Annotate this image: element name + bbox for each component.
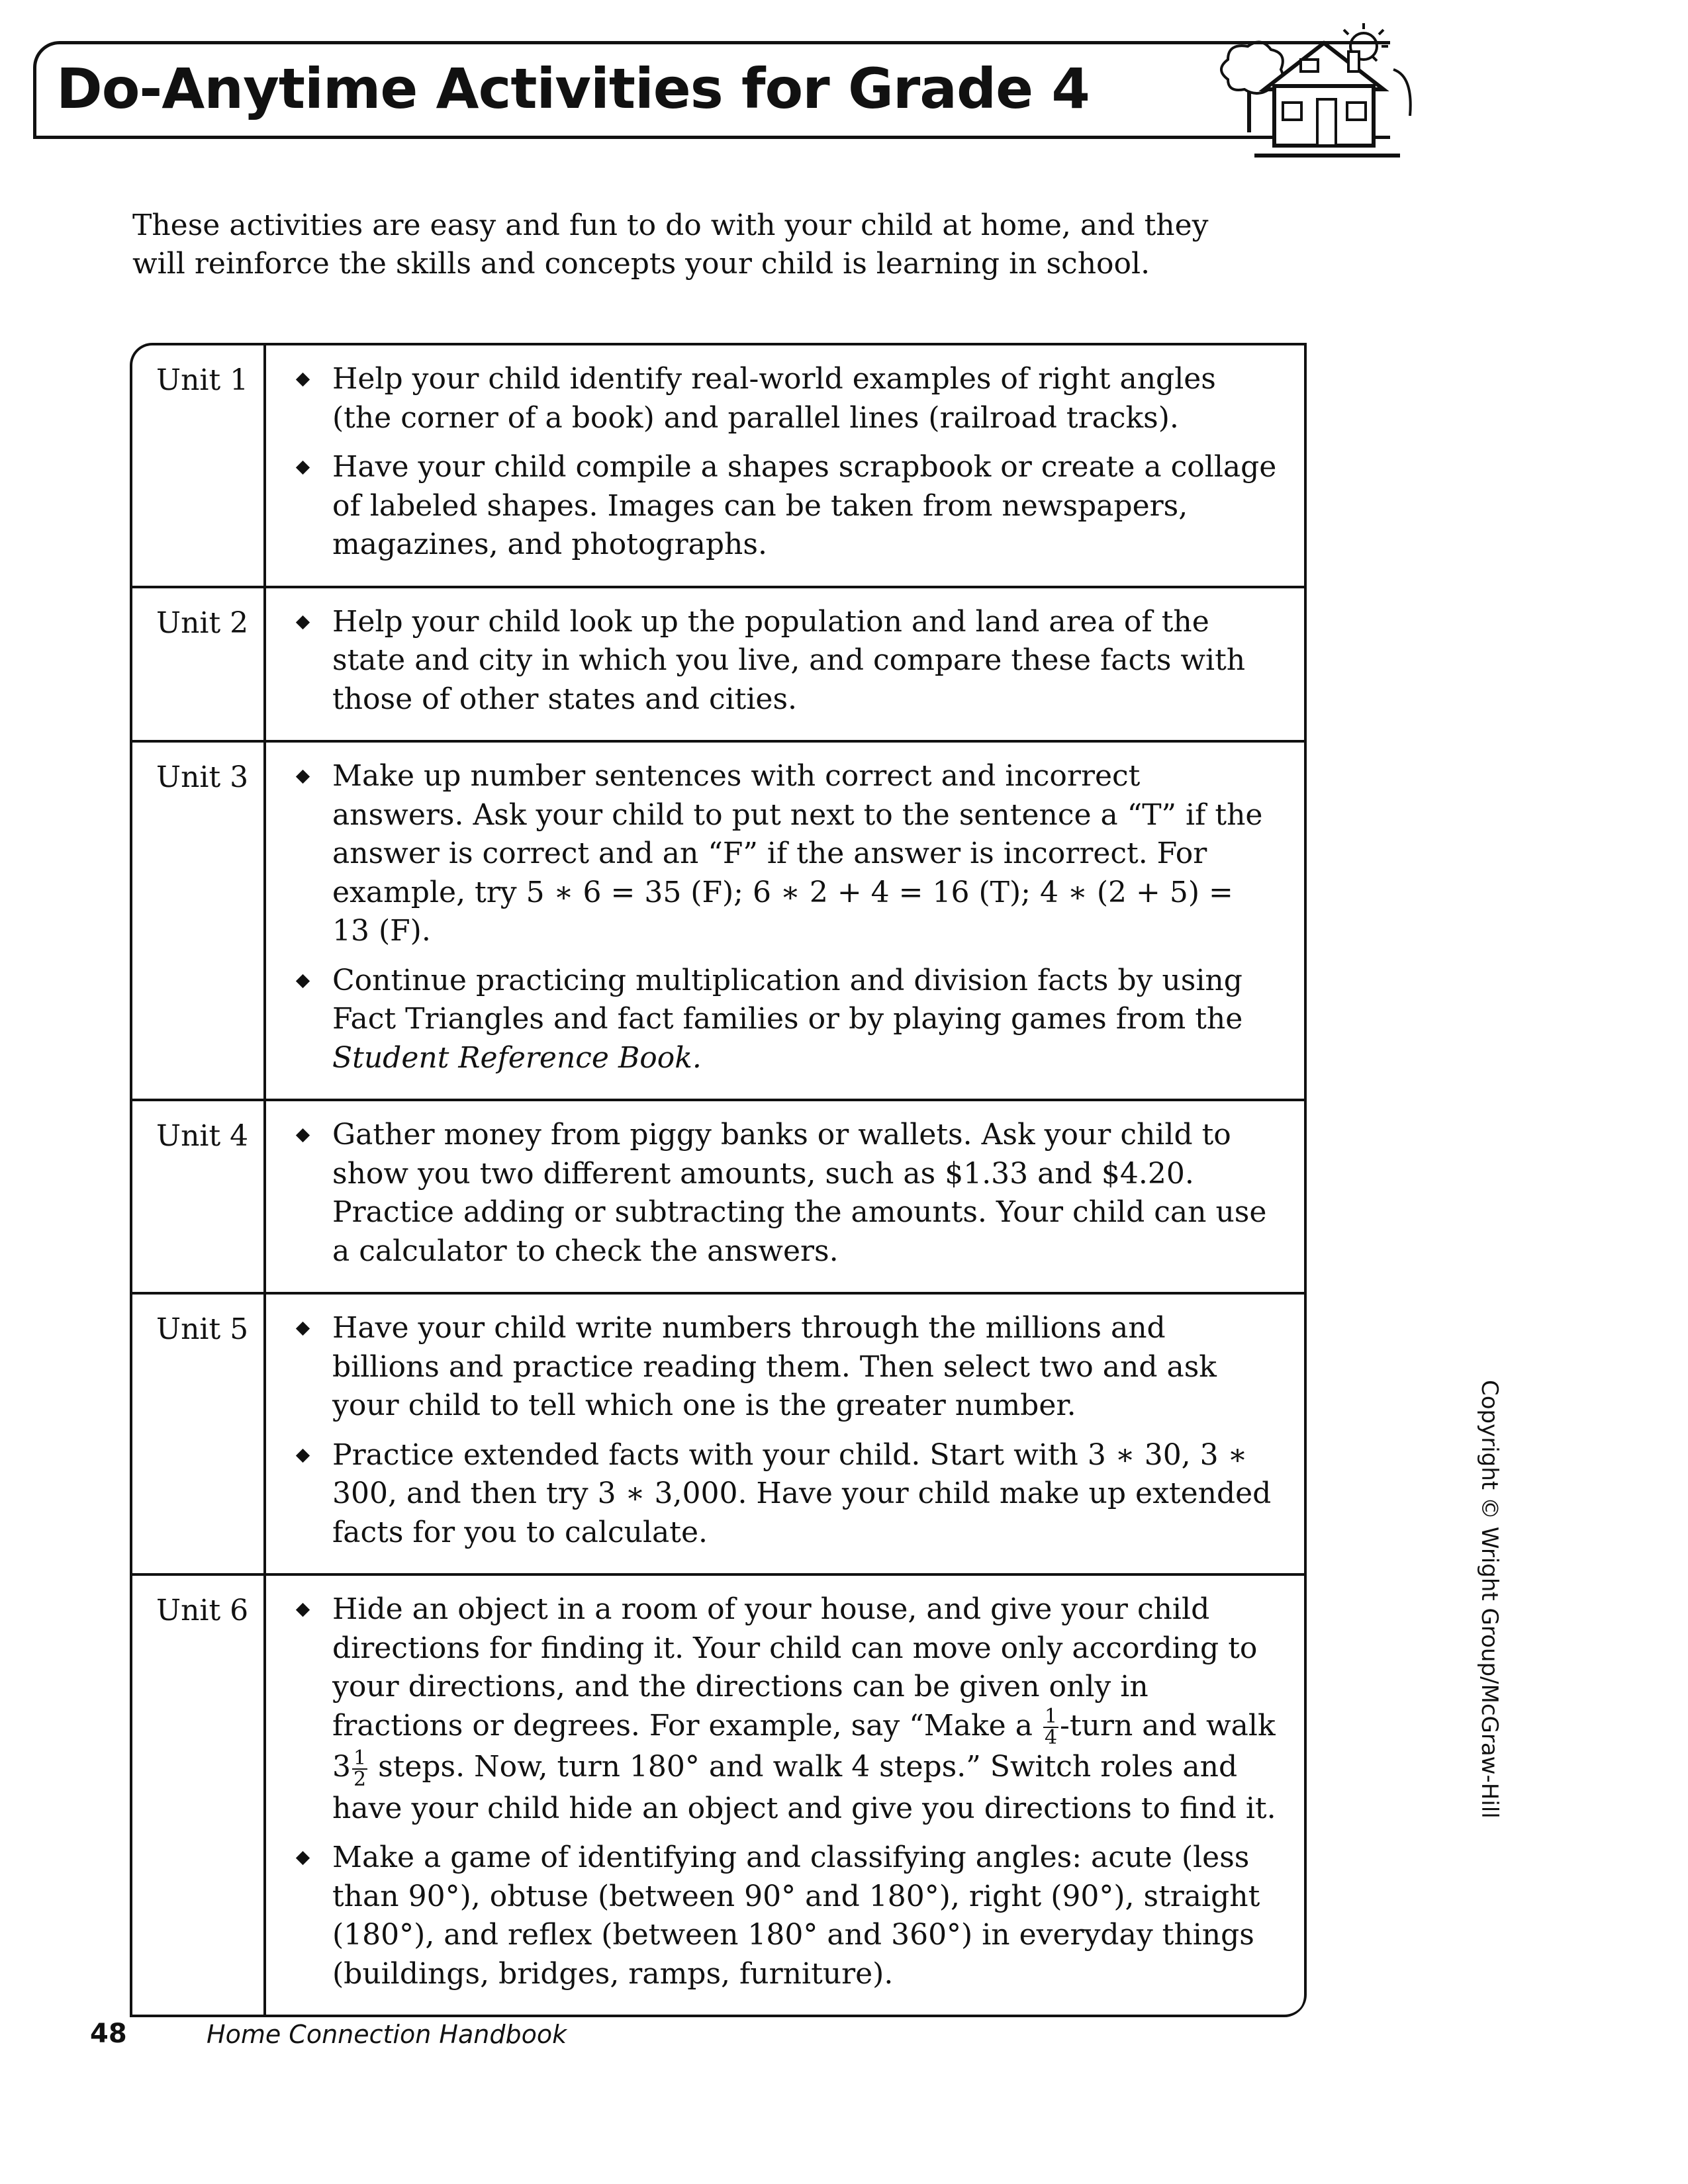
activity-cell [266,743,1304,1099]
activity-cell [266,1101,1304,1292]
activity-item [295,1839,1278,1993]
activity-text: Hide an object in a room of your house, and give your child directions for finding it. Your child can move only according to your directions, and the directions can be given only in fractions or degrees. For example, say “Make a [332,1592,1258,1743]
unit-label: Unit 2 [132,588,266,741]
activity-cell [266,345,1304,586]
footer-book-title: Home Connection Handbook [207,2020,567,2049]
activity-item [295,1590,1278,1828]
diamond-bullet-icon [296,615,310,629]
house-with-sun-icon [1201,20,1420,172]
table-row [132,588,1304,743]
book-title: Student Reference Book. [332,1040,702,1075]
table-row [132,1576,1304,2017]
activity-text: Help your child look up the population and land area of the state and city in which you live, and compare these facts with those of other states and cities. [332,604,1246,716]
activity-text: steps. Now, turn 180° and walk 4 steps.” Switch roles and have your child hide an object and give you directions to find it. [332,1750,1276,1825]
diamond-bullet-icon [296,1851,310,1865]
diamond-bullet-icon [296,974,310,987]
unit-label: Unit 3 [132,743,266,1099]
activities-table [130,343,1307,2017]
title-banner [33,41,1390,139]
unit-label: Unit 5 [132,1295,266,1573]
unit-label: Unit 1 [132,345,266,586]
diamond-bullet-icon [296,1128,310,1142]
activity-text: Help your child identify real-world examples of right angles (the corner of a book) and parallel lines (railroad tracks). [332,362,1216,435]
activity-item [295,360,1278,437]
activity-cell [266,1576,1304,2015]
activity-item [295,962,1278,1078]
page-title: Do-Anytime Activities for Grade 4 [56,56,1090,121]
table-row [132,345,1304,588]
unit-label: Unit 4 [132,1101,266,1292]
activity-text: Continue practicing multiplication and division facts by using Fact Triangles and fact families or by playing games from the [332,963,1243,1036]
activity-text: Make up number sentences with correct and incorrect answers. Ask your child to put next to the sentence a “T” if the answer is correct and an “F” if the answer is incorrect. For example, try 5 ∗ 6 = 35 (F); 6 ∗ 2 + 4 = 16 (T); 4 ∗ (2 + 5) = 13 (F). [332,759,1263,948]
activity-text: Gather money from piggy banks or wallets. Ask your child to show you two different amounts, such as $1.33 and $4.20. Practice adding or subtracting the amounts. Your child can use a calculator to check the answers. [332,1118,1267,1268]
table-row [132,743,1304,1101]
diamond-bullet-icon [296,1603,310,1617]
activity-item [295,1436,1278,1553]
copyright-notice: Copyright © Wright Group/McGraw-Hill [1476,1380,1503,1819]
activity-item [295,757,1278,951]
unit-label: Unit 6 [132,1576,266,2015]
fraction-one-half [352,1746,367,1791]
diamond-bullet-icon [296,373,310,387]
fraction-denominator: 2 [353,1767,367,1791]
table-row [132,1295,1304,1576]
page-number: 48 [90,2019,127,2049]
fraction-denominator: 4 [1044,1726,1058,1749]
diamond-bullet-icon [296,1322,310,1336]
activity-item [295,448,1278,565]
activity-text: Have your child compile a shapes scrapbook or create a collage of labeled shapes. Images can be taken from newspapers, magazines, and photographs. [332,450,1277,561]
fraction-numerator: 1 [1044,1705,1058,1728]
table-row [132,1101,1304,1295]
activity-cell [266,588,1304,741]
activity-item [295,603,1278,719]
diamond-bullet-icon [296,1448,310,1462]
fraction-numerator: 1 [353,1746,367,1770]
activity-cell [266,1295,1304,1573]
activity-text: Practice extended facts with your child. Start with 3 ∗ 30, 3 ∗ 300, and then try 3 ∗ 3,000. Have your child make up extended facts for you to calculate. [332,1437,1272,1549]
diamond-bullet-icon [296,770,310,784]
activity-text: -turn and walk 3 [332,1708,1276,1784]
intro-paragraph: These activities are easy and fun to do with your child at home, and they will reinforce the skills and concepts your child is learning in school. [132,208,1209,281]
activity-item [295,1116,1278,1271]
activity-text: Make a game of identifying and classifying angles: acute (less than 90°), obtuse (between 90° and 180°), right (90°), straight (180°), and reflex (between 180° and 360°) in everyday things (buildings, bridges, ramps, furniture). [332,1841,1260,1991]
activity-item [295,1309,1278,1426]
activity-text: Have your child write numbers through the millions and billions and practice reading them. Then select two and ask your child to tell which one is the greater number. [332,1311,1217,1422]
diamond-bullet-icon [296,461,310,475]
fraction-one-quarter [1043,1707,1058,1748]
